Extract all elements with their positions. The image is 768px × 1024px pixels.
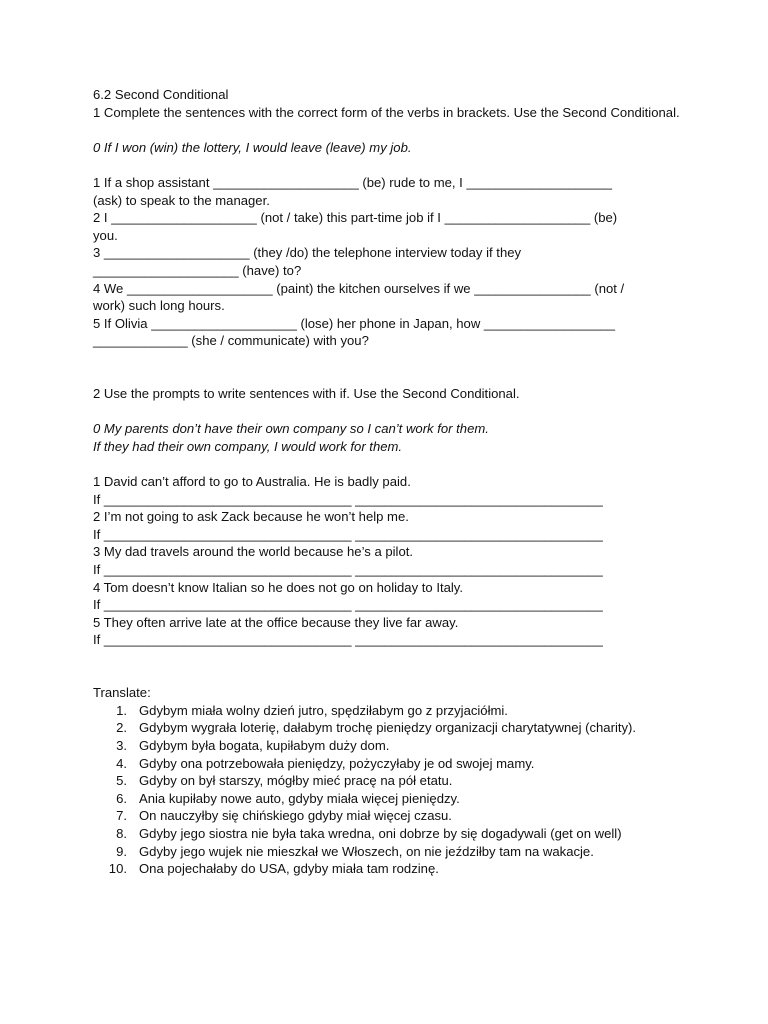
exercise2-answer-line: If __________________________________ __________________________________ xyxy=(93,491,603,507)
exercise2-prompt: 4 Tom doesn’t know Italian so he does not go on holiday to Italy. xyxy=(93,579,464,595)
exercise2-example-answer: If they had their own company, I would work for them. xyxy=(93,438,403,454)
exercise2-instruction: 2 Use the prompts to write sentences with if. Use the Second Conditional. xyxy=(93,386,520,402)
exercise2-items xyxy=(93,473,683,649)
exercise1-line: 1 If a shop assistant ____________________ (be) rude to me, I ____________________ xyxy=(93,174,613,190)
exercise1-line: 5 If Olivia ____________________ (lose) her phone in Japan, how __________________ xyxy=(93,315,615,331)
translate-item: Gdyby ona potrzebowała pieniędzy, pożyczyłaby je od swojej mamy. xyxy=(139,755,535,771)
translate-item: Ona pojechałaby do USA, gdyby miała tam rodzinę. xyxy=(139,861,439,877)
exercise1-lines xyxy=(93,174,683,350)
exercise1-line: 2 I ____________________ (not / take) this part-time job if I ____________________ (be) xyxy=(93,210,618,226)
translate-item: Gdybym była bogata, kupiłabym duży dom. xyxy=(139,737,390,753)
exercise1-line: _____________ (she / communicate) with you? xyxy=(93,333,369,349)
translate-list xyxy=(93,702,683,878)
exercise1-example: 0 If I won (win) the lottery, I would leave (leave) my job. xyxy=(93,139,412,155)
exercise1-line: work) such long hours. xyxy=(93,298,225,314)
exercise2-prompt: 2 I’m not going to ask Zack because he won’t help me. xyxy=(93,509,409,525)
exercise1-line: you. xyxy=(93,227,118,243)
worksheet xyxy=(93,86,683,878)
page-title: 6.2 Second Conditional xyxy=(93,87,229,102)
exercise2-prompt: 1 David can’t afford to go to Australia. He is badly paid. xyxy=(93,474,411,490)
translate-item: Gdybym wygrała loterię, dałabym trochę pieniędzy organizacji charytatywnej (charity). xyxy=(139,720,637,736)
translate-item: Gdyby jego wujek nie mieszkał we Włoszech, on nie jeździłby tam na wakacje. xyxy=(139,843,594,859)
translate-item: Gdyby jego siostra nie była taka wredna, oni dobrze by się dogadywali (get on well) xyxy=(139,825,622,841)
exercise2-answer-line: If __________________________________ __________________________________ xyxy=(93,562,603,578)
exercise2-answer-line: If __________________________________ __________________________________ xyxy=(93,597,603,613)
exercise2-prompt: 5 They often arrive late at the office because they live far away. xyxy=(93,614,459,630)
translate-heading: Translate: xyxy=(93,685,151,701)
exercise2-prompt: 3 My dad travels around the world because he’s a pilot. xyxy=(93,544,414,560)
exercise1-line: 4 We ____________________ (paint) the kitchen ourselves if we ________________ (not / xyxy=(93,280,625,296)
translate-item: Gdybym miała wolny dzień jutro, spędziłabym go z przyjaciółmi. xyxy=(139,702,508,718)
exercise1-instruction: 1 Complete the sentences with the correct form of the verbs in brackets. Use the Second Conditional. xyxy=(93,104,680,120)
translate-item: On nauczyłby się chińskiego gdyby miał więcej czasu. xyxy=(139,808,452,824)
exercise1-line: (ask) to speak to the manager. xyxy=(93,192,270,208)
exercise1-line: 3 ____________________ (they /do) the telephone interview today if they xyxy=(93,245,522,261)
exercise1-line: ____________________ (have) to? xyxy=(93,262,302,278)
exercise2-answer-line: If __________________________________ __________________________________ xyxy=(93,526,603,542)
exercise2-answer-line: If __________________________________ __________________________________ xyxy=(93,632,603,648)
translate-item: Ania kupiłaby nowe auto, gdyby miała więcej pieniędzy. xyxy=(139,790,460,806)
exercise2-example-prompt: 0 My parents don’t have their own company so I can’t work for them. xyxy=(93,421,489,437)
translate-item: Gdyby on był starszy, mógłby mieć pracę na pół etatu. xyxy=(139,773,453,789)
